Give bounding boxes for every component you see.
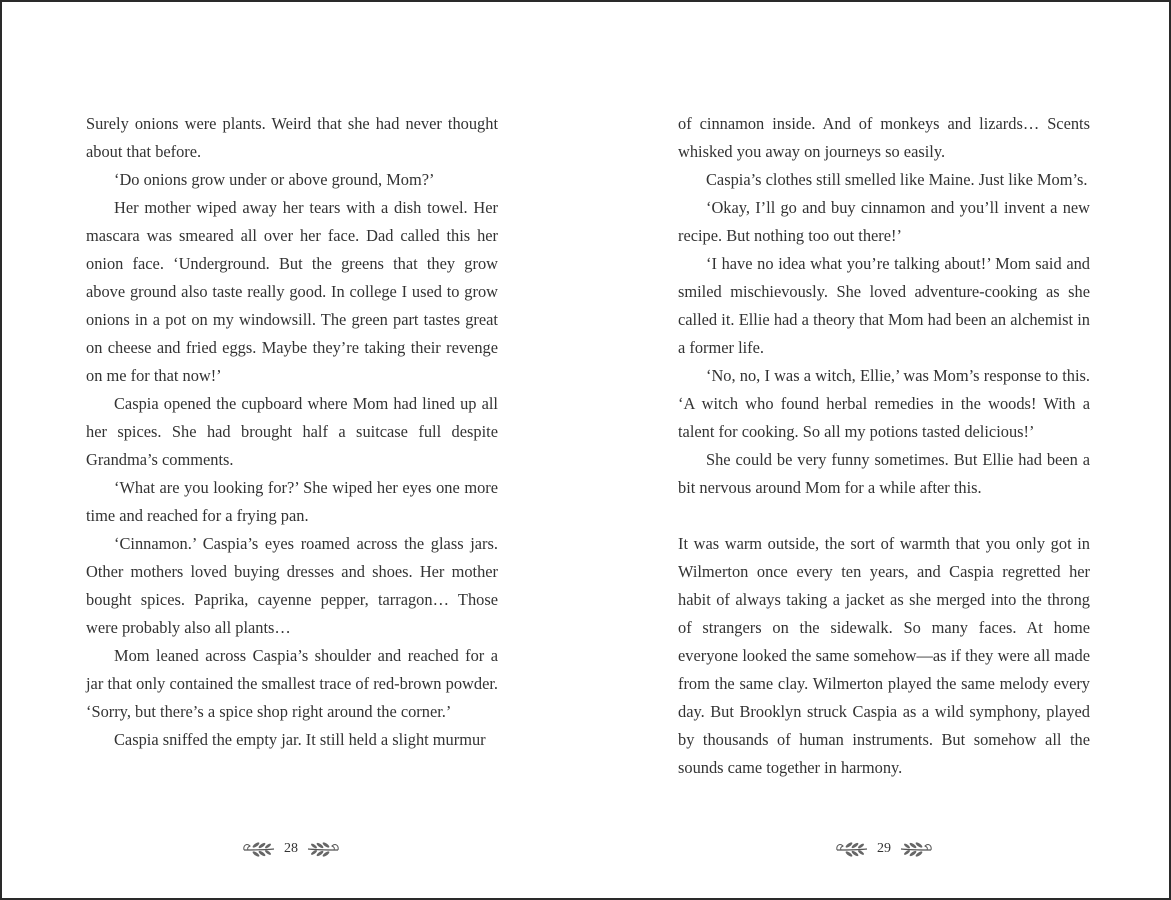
leaf-sprig-icon <box>306 838 340 860</box>
page-number: 28 <box>284 841 298 856</box>
paragraph: ‘What are you looking for?’ She wiped her eyes one more time and reached for a frying pan. <box>86 478 498 525</box>
paragraph: Caspia opened the cupboard where Mom had lined up all her spices. She had brought half a suitcase full despite Grandma’s comments. <box>86 394 498 469</box>
paragraph: ‘Okay, I’ll go and buy cinnamon and you’ll invent a new recipe. But nothing too out there!’ <box>678 198 1090 245</box>
paragraph: ‘Do onions grow under or above ground, Mom?’ <box>114 170 435 189</box>
paragraph: ‘I have no idea what you’re talking about!’ Mom said and smiled mischievously. She loved adventure-cooking as she called it. Ellie had a theory that Mom had been an alchemist in a former life. <box>678 254 1090 357</box>
folio-right <box>835 835 933 863</box>
leaf-sprig-icon <box>242 838 276 860</box>
paragraph: Her mother wiped away her tears with a dish towel. Her mascara was smeared all over her face. Dad called this her onion face. ‘Underground. But the greens that they grow above ground also taste really good. In college I used to grow onions in a pot on my windowsill. The green part tastes great on cheese and fried eggs. Maybe they’re taking their revenge on me for that now!’ <box>86 198 498 385</box>
folio-left <box>242 835 340 863</box>
paragraph: Surely onions were plants. Weird that she had never thought about that before. <box>86 114 498 161</box>
paragraph: It was warm outside, the sort of warmth that you only got in Wilmerton once every ten years, and Caspia regretted her habit of always taking a jacket as she merged into the throng of strangers on the sidewalk. So many faces. At home everyone looked the same somehow—as if they were all made from the same clay. Wilmerton played the same melody every day. But Brooklyn struck Caspia as a wild symphony, played by thousands of human instruments. But somehow all the sounds came together in harmony. <box>678 534 1090 777</box>
right-page-text <box>678 110 1090 782</box>
leaf-sprig-icon <box>899 838 933 860</box>
paragraph: of cinnamon inside. And of monkeys and lizards… Scents whisked you away on journeys so easily. <box>678 114 1090 161</box>
paragraph: ‘Cinnamon.’ Caspia’s eyes roamed across the glass jars. Other mothers loved buying dresses and shoes. Her mother bought spices. Paprika, cayenne pepper, tarragon… Those were probably also all plants… <box>86 534 498 637</box>
paragraph: ‘No, no, I was a witch, Ellie,’ was Mom’s response to this. ‘A witch who found herbal remedies in the woods! With a talent for cooking. So all my potions tasted delicious!’ <box>678 366 1090 441</box>
paragraph: Mom leaned across Caspia’s shoulder and reached for a jar that only contained the smallest trace of red-brown powder. ‘Sorry, but there’s a spice shop right around the corner.’ <box>86 646 498 721</box>
left-page-text <box>86 110 498 754</box>
leaf-sprig-icon <box>835 838 869 860</box>
paragraph: Caspia sniffed the empty jar. It still held a slight murmur <box>114 730 486 749</box>
paragraph: She could be very funny sometimes. But Ellie had been a bit nervous around Mom for a while after this. <box>678 450 1090 497</box>
paragraph: Caspia’s clothes still smelled like Maine. Just like Mom’s. <box>706 170 1088 189</box>
page-number: 29 <box>877 841 891 856</box>
